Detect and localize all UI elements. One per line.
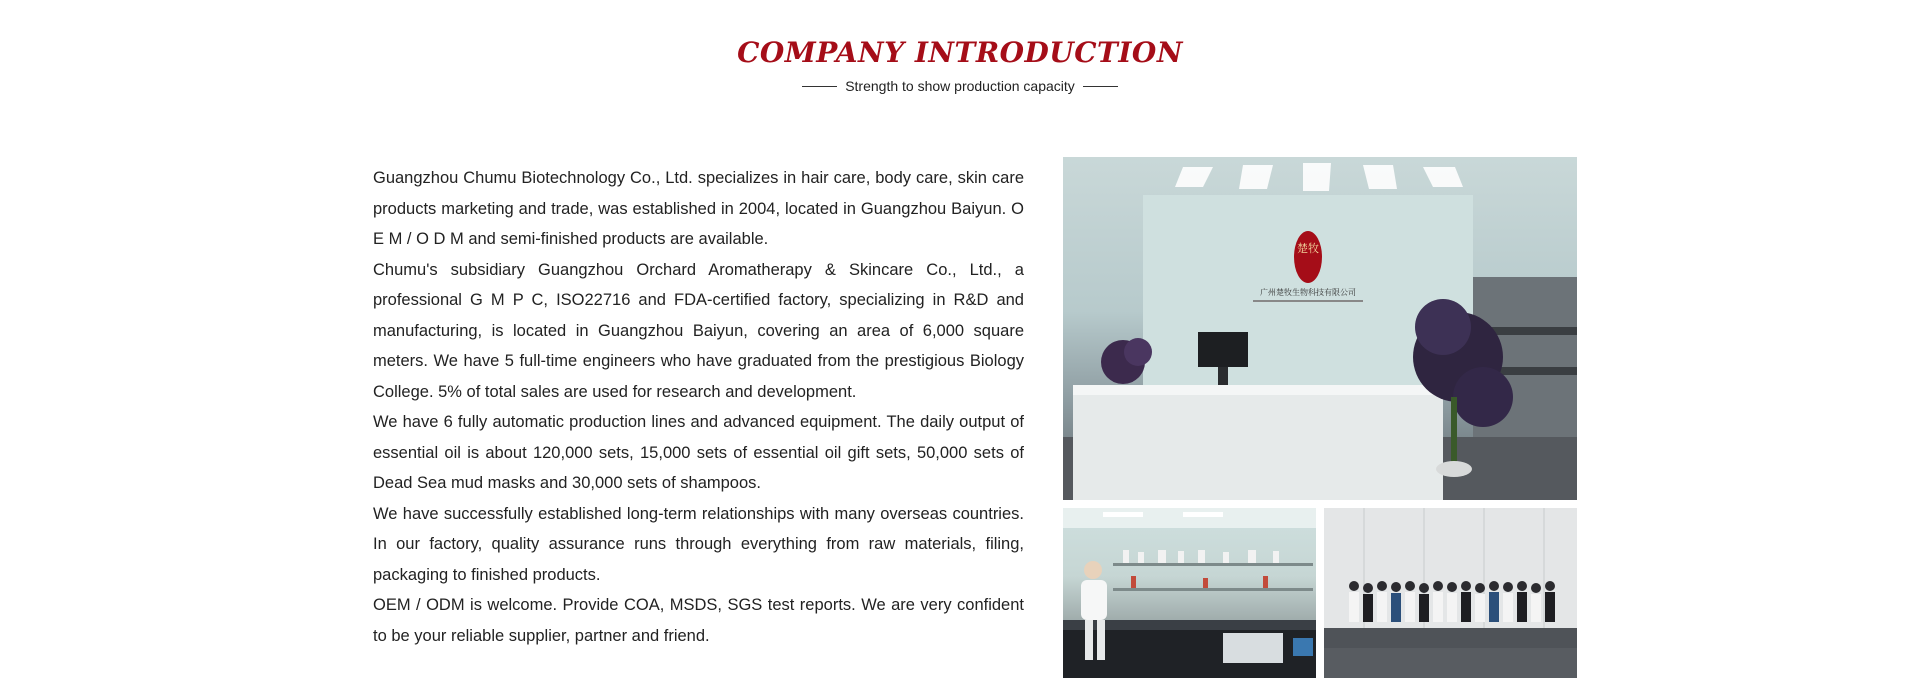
section-subtitle-row <box>0 78 1920 94</box>
intro-paragraph: We have 6 fully automatic production lines and advanced equipment. The daily output of essential oil is about 120,000 sets, 15,000 sets of essential oil gift sets, 50,000 sets of Dead Sea mud masks and 30,000 sets of shampoos. <box>373 413 1024 492</box>
company-intro-text <box>373 163 1024 651</box>
intro-paragraph: Chumu's subsidiary Guangzhou Orchard Aromatherapy & Skincare Co., Ltd., a professional G M P C, ISO22716 and FDA-certified factory, specializing in R&D and manufacturing, is located in Guangzhou Baiyun, covering an area of 6,000 square meters. We have 5 full-time engineers who have graduated from the prestigious Biology College. 5% of total sales are used for research and development. <box>373 260 1024 401</box>
reception-company-text: 广州楚牧生物科技有限公司 <box>1260 288 1356 297</box>
intro-paragraph: OEM / ODM is welcome. Provide COA, MSDS, SGS test reports. We are very confident to be your reliable supplier, partner and friend. <box>373 596 1024 645</box>
laboratory-photo <box>1063 508 1316 678</box>
section-title: COMPANY INTRODUCTION <box>737 36 1183 69</box>
reception-photo <box>1063 157 1577 500</box>
section-subtitle: Strength to show production capacity <box>845 78 1075 94</box>
intro-paragraph: Guangzhou Chumu Biotechnology Co., Ltd. specializes in hair care, body care, skin care products marketing and trade, was established in 2004, located in Guangzhou Baiyun. O E M / O D M and semi-finished products are available. <box>373 169 1024 248</box>
intro-paragraph: We have successfully established long-term relationships with many overseas countries. In our factory, quality assurance runs through everything from raw materials, filing, packaging to finished products. <box>373 504 1024 584</box>
reception-logo-text: 楚牧 <box>1297 242 1319 255</box>
subtitle-left-divider <box>802 86 837 87</box>
team-photo <box>1324 508 1577 678</box>
subtitle-right-divider <box>1083 86 1118 87</box>
